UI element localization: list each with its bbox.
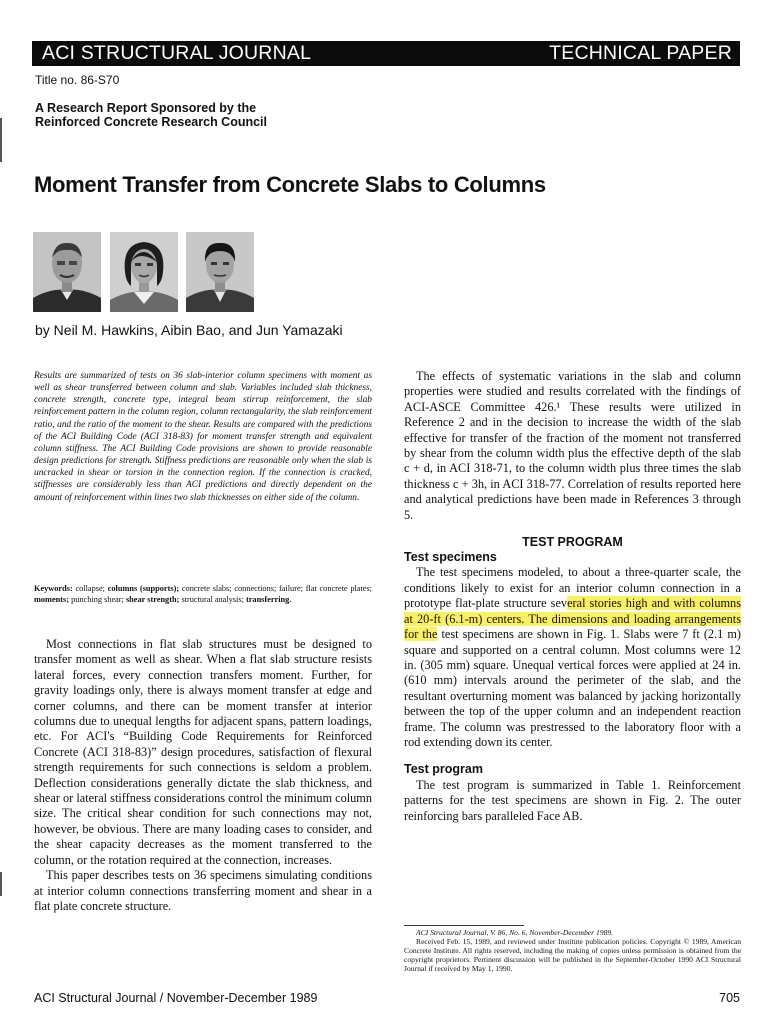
- page-number: 705: [719, 991, 740, 1005]
- journal-banner: [32, 41, 740, 66]
- paper-title: Moment Transfer from Concrete Slabs to Columns: [34, 172, 546, 197]
- footnote: [404, 928, 741, 973]
- footnote-copyright: Received Feb. 15, 1989, and reviewed under Institute publication policies. Copyright © 1989, American Concrete Institute. All rights reserved, including the making of copies unless permission is obtained from the copyright proprietors. Pertinent discussion will be published in the September-October 1990 ACI Structural Journal if received by May 1, 1990.: [404, 937, 741, 974]
- keywords-label: Keywords:: [34, 584, 73, 593]
- body-paragraph: This paper describes tests on 36 specimens simulating conditions at interior column connections transferring moment and shear in a flat plate concrete structure.: [34, 868, 372, 913]
- author-photo-3: [186, 232, 254, 312]
- keyword: columns (supports);: [107, 584, 180, 593]
- keywords: [34, 584, 372, 605]
- scan-edge-mark: [0, 872, 2, 896]
- body-paragraph: Most connections in flat slab structures must be designed to transfer moment as well as shear. When a flat slab structure resists lateral forces, every connection transfers moment. Further, for gravity loadings only, there is always moment transfer at edge and corner columns, and there can be moment transfer at interior columns due to unequal lengths for adjacent spans, pattern loadings, etc. For ACI's “Building Code Requirements for Reinforced Concrete (ACI 318-83)” design procedures, satisfaction of flexural strength requirements for such connections is seldom a problem. Deflection considerations generally dictate the slab thickness, and shear or lateral stiffness considerations control the minimum column size. The critical shear condition for such connections may not, however, be obvious. There are many loading cases to consider, and the shear capacity decreases as the moment transferred to the column, or the rotation required at the connection, increases.: [34, 637, 372, 867]
- keyword: collapse;: [75, 584, 105, 593]
- keyword: shear strength;: [125, 594, 180, 604]
- author-photo-1: [33, 232, 101, 312]
- body-right-column: [404, 369, 741, 824]
- body-left-column: [34, 637, 372, 914]
- sponsor-note: [35, 101, 267, 129]
- keyword: connections;: [234, 584, 277, 593]
- keyword: failure;: [279, 584, 303, 593]
- keyword: structural analysis;: [181, 594, 244, 604]
- journal-name: ACI STRUCTURAL JOURNAL: [42, 42, 312, 64]
- running-footer: ACI Structural Journal / November-December 1989: [34, 991, 318, 1005]
- keyword: moments;: [34, 594, 70, 604]
- keyword: transferring.: [245, 594, 292, 604]
- section-heading: TEST PROGRAM: [522, 535, 623, 550]
- highlighted-text: eral stories high and with columns at 20-ft (6.1-m) centers. The dimensions and loading arrangements for the: [404, 596, 741, 642]
- text-run: The test specimens modeled, to about a three-quarter scale, the conditions likely to exist for an interior column connection in a prototype flat-plate structure sev: [404, 565, 741, 611]
- text-run: test specimens are shown in Fig. 1. Slabs were 7 ft (2.1 m) square and supported on a central column. Most columns were 12 in. (305 mm) square. Unequal vertical forces were applied at 24 in. (610 mm) intervals around the perimeter of the slab, and the resultant overturning moment was balanced by jacking horizontally between the top of the upper column and an independent reaction frame. The column was prestressed to the laboratory floor with a rod extending down its center.: [404, 627, 741, 749]
- body-paragraph: [404, 565, 741, 750]
- body-paragraph: The test program is summarized in Table 1. Reinforcement patterns for the test specimens are shown in Fig. 2. The outer reinforcing bars paralleled Face AB.: [404, 777, 741, 823]
- footnote-citation: ACI Structural Journal, V. 86, No. 6, November-December 1989.: [416, 928, 614, 937]
- sponsor-line-2: Reinforced Concrete Research Council: [35, 115, 268, 129]
- keyword: punching shear;: [71, 594, 124, 604]
- title-number: Title no. 86-S70: [35, 73, 120, 87]
- subsection-heading: Test specimens: [404, 550, 497, 565]
- scan-edge-mark: [0, 118, 2, 162]
- footnote-rule: [404, 925, 524, 926]
- abstract: Results are summarized of tests on 36 slab-interior column specimens with moment as well as shear transferred between column and slab. Variables included slab thickness, concrete strength, concrete type, integral beam stirrup reinforcement, the slab reinforcement pattern in the column region, column rectangularity, the slab reinforcement ratio, and the ratio of the moment to the shear. Results are compared with the predictions of the ACI Building Code (ACI 318-83) for moment transfer strength and equivalent column stiffness. The ACI Building Code provisions are shown to provide reasonable design predictions for strength. Stiffness predictions are reasonable only when the slab is uncracked in shear or torsion in the connection region. If the connection is cracked, stiffnesses are considerably less than ACI predictions and directly dependent on the amount of reinforcement within lines two slab thicknesses on either side of the column.: [34, 371, 372, 503]
- paper-type: TECHNICAL PAPER: [549, 42, 732, 64]
- sponsor-line-1: A Research Report Sponsored by the: [35, 101, 257, 115]
- author-byline: by Neil M. Hawkins, Aibin Bao, and Jun Yamazaki: [35, 322, 343, 338]
- subsection-heading: Test program: [404, 762, 483, 777]
- author-photo-2: [110, 232, 178, 312]
- keywords-list: [34, 584, 372, 604]
- keyword: flat concrete plates;: [305, 584, 372, 593]
- body-paragraph: The effects of systematic variations in the slab and column properties were studied and results correlated with the findings of ACI-ASCE Committee 426.¹ These results were utilized in Reference 2 and in the decision to increase the width of the slab effective for transfer of the fraction of the moment not transferred by shear from the column width plus the effective depth of the slab c + d, in ACI 318-71, to the column width plus three times the slab thickness c + 3h, in ACI 318-77. Correlation of results reported here and analytical predictions have been made in References 3 through 5.: [404, 369, 741, 522]
- keyword: concrete slabs;: [181, 584, 232, 593]
